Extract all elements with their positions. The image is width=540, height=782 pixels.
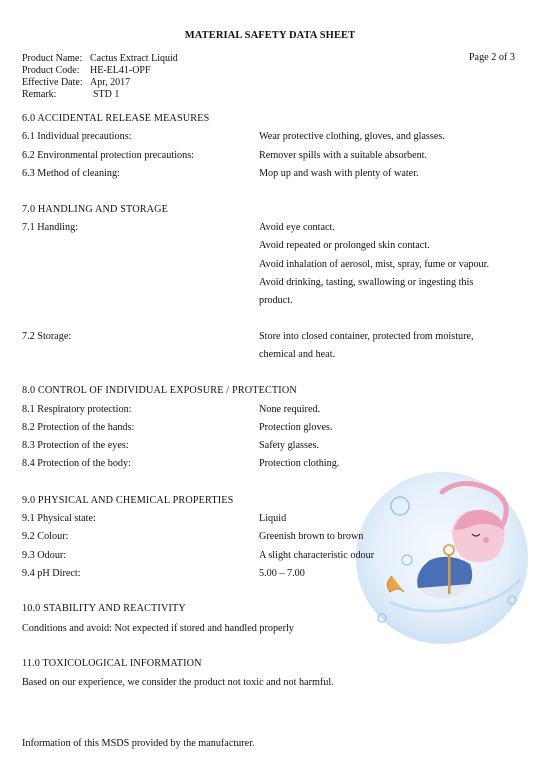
- section-6-value: Remover spills with a suitable absorbent.: [259, 150, 428, 161]
- section-9-label: 9.2 Colour:: [22, 531, 69, 542]
- section-8-label: 8.1 Respiratory protection:: [22, 404, 132, 415]
- section-6-label: 6.3 Method of cleaning:: [22, 168, 120, 179]
- section-11-text: Based on our experience, we consider the product not toxic and not harmful.: [22, 677, 334, 688]
- section-6-value: Wear protective clothing, gloves, and glasses.: [259, 131, 445, 142]
- watermark-illustration: [352, 468, 532, 648]
- section-9-value: Greenish brown to brown: [259, 531, 364, 542]
- meta-value: STD 1: [93, 89, 120, 100]
- handling-label: 7.1 Handling:: [22, 222, 79, 233]
- storage-line: Store into closed container, protected from moisture,: [259, 331, 474, 342]
- meta-label: Product Code:: [22, 65, 80, 76]
- section-8-value: Safety glasses.: [259, 440, 319, 451]
- section-8-value: Protection gloves.: [259, 422, 333, 433]
- section-9-value: 5.00 – 7.00: [259, 568, 305, 579]
- section-8-heading: 8.0 CONTROL OF INDIVIDUAL EXPOSURE / PROTECTION: [22, 385, 297, 396]
- handling-line: product.: [259, 295, 293, 306]
- section-8-label: 8.2 Protection of the hands:: [22, 422, 135, 433]
- meta-product-name: [22, 53, 178, 65]
- meta-product-code: [22, 65, 151, 77]
- section-11-heading: 11.0 TOXICOLOGICAL INFORMATION: [22, 658, 202, 669]
- section-8-label: 8.4 Protection of the body:: [22, 458, 131, 469]
- section-6-value: Mop up and wash with plenty of water.: [259, 168, 419, 179]
- section-6-label: 6.1 Individual precautions:: [22, 131, 132, 142]
- page-number: Page 2 of 3: [468, 52, 515, 63]
- meta-label: Effective Date:: [22, 77, 83, 88]
- document-title: MATERIAL SAFETY DATA SHEET: [184, 30, 356, 41]
- section-9-heading: 9.0 PHYSICAL AND CHEMICAL PROPERTIES: [22, 495, 234, 506]
- footer-note: Information of this MSDS provided by the manufacturer.: [22, 738, 255, 749]
- section-6-label: 6.2 Environmental protection precautions:: [22, 150, 195, 161]
- meta-value: HE-EL41-OPF: [90, 65, 151, 76]
- meta-value: Cactus Extract Liquid: [90, 53, 178, 64]
- handling-line: Avoid repeated or prolonged skin contact.: [259, 240, 430, 251]
- handling-line: Avoid eye contact.: [259, 222, 335, 233]
- handling-line: Avoid inhalation of aerosol, mist, spray, fume or vapour.: [259, 259, 490, 270]
- section-9-value: Liquid: [259, 513, 287, 524]
- meta-label: Remark:: [22, 89, 57, 100]
- section-8-label: 8.3 Protection of the eyes:: [22, 440, 129, 451]
- section-9-label: 9.4 pH Direct:: [22, 568, 81, 579]
- section-10-text: Conditions and avoid: Not expected if stored and handled properly: [22, 623, 294, 634]
- section-9-label: 9.1 Physical state:: [22, 513, 96, 524]
- storage-line: chemical and heat.: [259, 349, 336, 360]
- section-7-heading: 7.0 HANDLING AND STORAGE: [22, 204, 169, 215]
- storage-label: 7.2 Storage:: [22, 331, 72, 342]
- section-8-value: None required.: [259, 404, 321, 415]
- meta-value: Apr, 2017: [90, 77, 131, 88]
- section-10-heading: 10.0 STABILITY AND REACTIVITY: [22, 603, 186, 614]
- section-8-value: Protection clothing.: [259, 458, 340, 469]
- handling-line: Avoid drinking, tasting, swallowing or ingesting this: [259, 277, 474, 288]
- section-9-label: 9.3 Odour:: [22, 550, 67, 561]
- section-6-heading: 6.0 ACCIDENTAL RELEASE MEASURES: [22, 113, 210, 124]
- meta-effective-date: [22, 77, 130, 89]
- meta-remark: [22, 89, 119, 101]
- meta-label: Product Name:: [22, 53, 83, 64]
- section-9-value: A slight characteristic odour: [259, 550, 375, 561]
